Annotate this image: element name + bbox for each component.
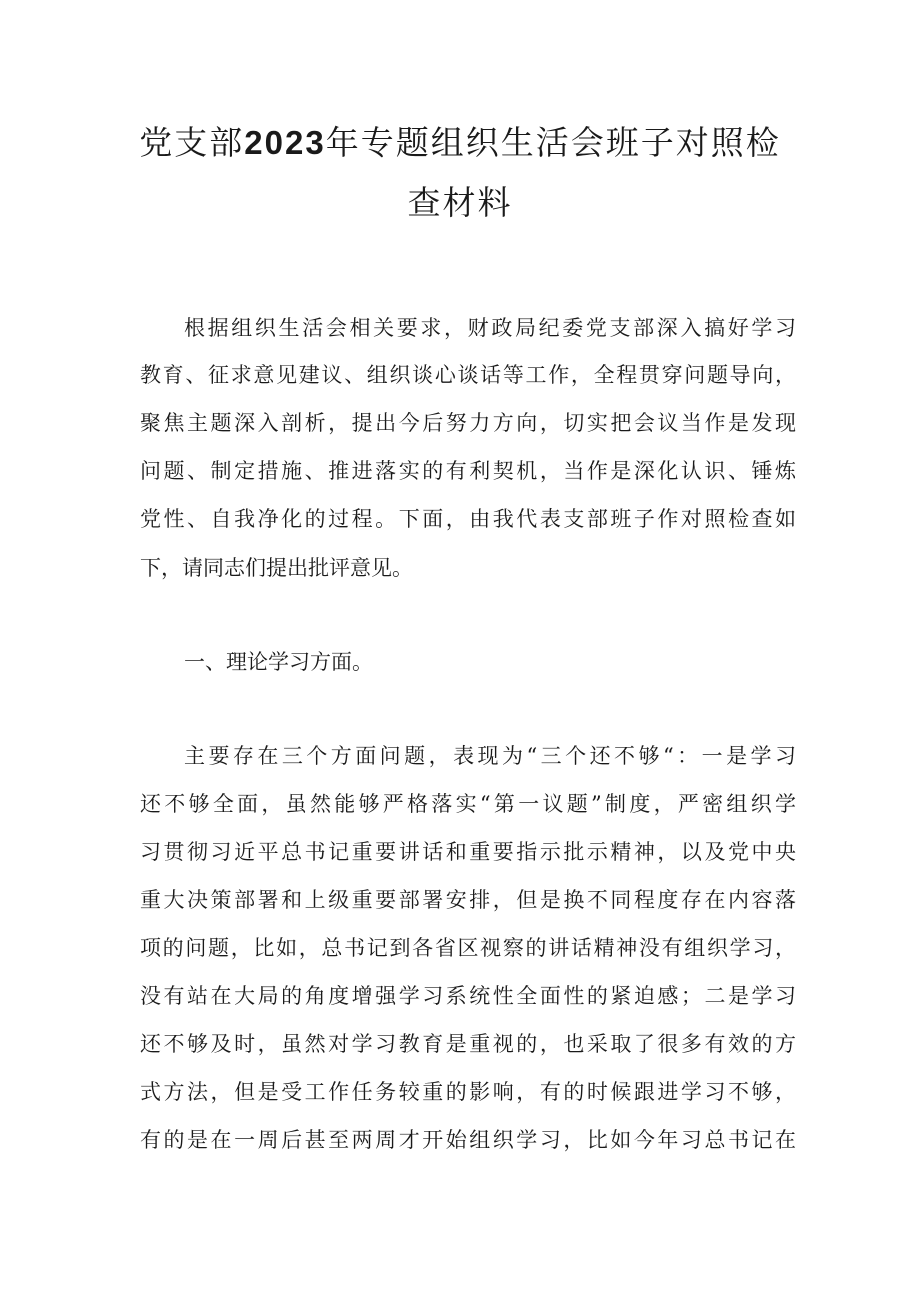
paragraph-2-line-6: 没有站在大局的角度增强学习系统性全面性的紧迫感；二是学习 (140, 984, 796, 1008)
paragraph-2-line-4: 重大决策部署和上级重要部署安排，但是换不同程度存在内容落 (140, 888, 796, 912)
title-prefix: 党支部 (139, 123, 245, 162)
section-1-heading: 一、理论学习方面。 (184, 650, 373, 674)
document-title-line-1 (120, 123, 800, 162)
paragraph-1-line-1: 根据组织生活会相关要求，财政局纪委党支部深入搞好学习 (184, 316, 796, 340)
paragraph-1-line-5: 党性、自我净化的过程。下面，由我代表支部班子作对照检查如 (140, 507, 796, 531)
title-suffix: 年专题组织生活会班子对照检 (325, 123, 781, 162)
paragraph-1-line-6: 下，请同志们提出批评意见。 (140, 556, 413, 580)
paragraph-2-line-5: 项的问题，比如，总书记到各省区视察的讲话精神没有组织学习， (140, 936, 796, 960)
paragraph-2-line-9: 有的是在一周后甚至两周才开始组织学习，比如今年习总书记在 (140, 1128, 796, 1152)
paragraph-2-line-8: 式方法，但是受工作任务较重的影响，有的时候跟进学习不够， (140, 1080, 796, 1104)
paragraph-2-line-1: 主要存在三个方面问题，表现为“三个还不够“：一是学习 (184, 744, 796, 768)
paragraph-2-line-3: 习贯彻习近平总书记重要讲话和重要指示批示精神，以及党中央 (140, 840, 796, 864)
paragraph-2-line-2: 还不够全面，虽然能够严格落实“第一议题”制度，严密组织学 (140, 792, 796, 816)
document-title-line-2: 查材料 (407, 183, 513, 222)
paragraph-2-line-7: 还不够及时，虽然对学习教育是重视的，也采取了很多有效的方 (140, 1032, 796, 1056)
title-year: 2023 (244, 124, 326, 161)
paragraph-1-line-2: 教育、征求意见建议、组织谈心谈话等工作，全程贯穿问题导向， (140, 363, 796, 387)
paragraph-1-line-3: 聚焦主题深入剖析，提出今后努力方向，切实把会议当作是发现 (140, 411, 796, 435)
paragraph-1-line-4: 问题、制定措施、推进落实的有利契机，当作是深化认识、锤炼 (140, 459, 796, 483)
